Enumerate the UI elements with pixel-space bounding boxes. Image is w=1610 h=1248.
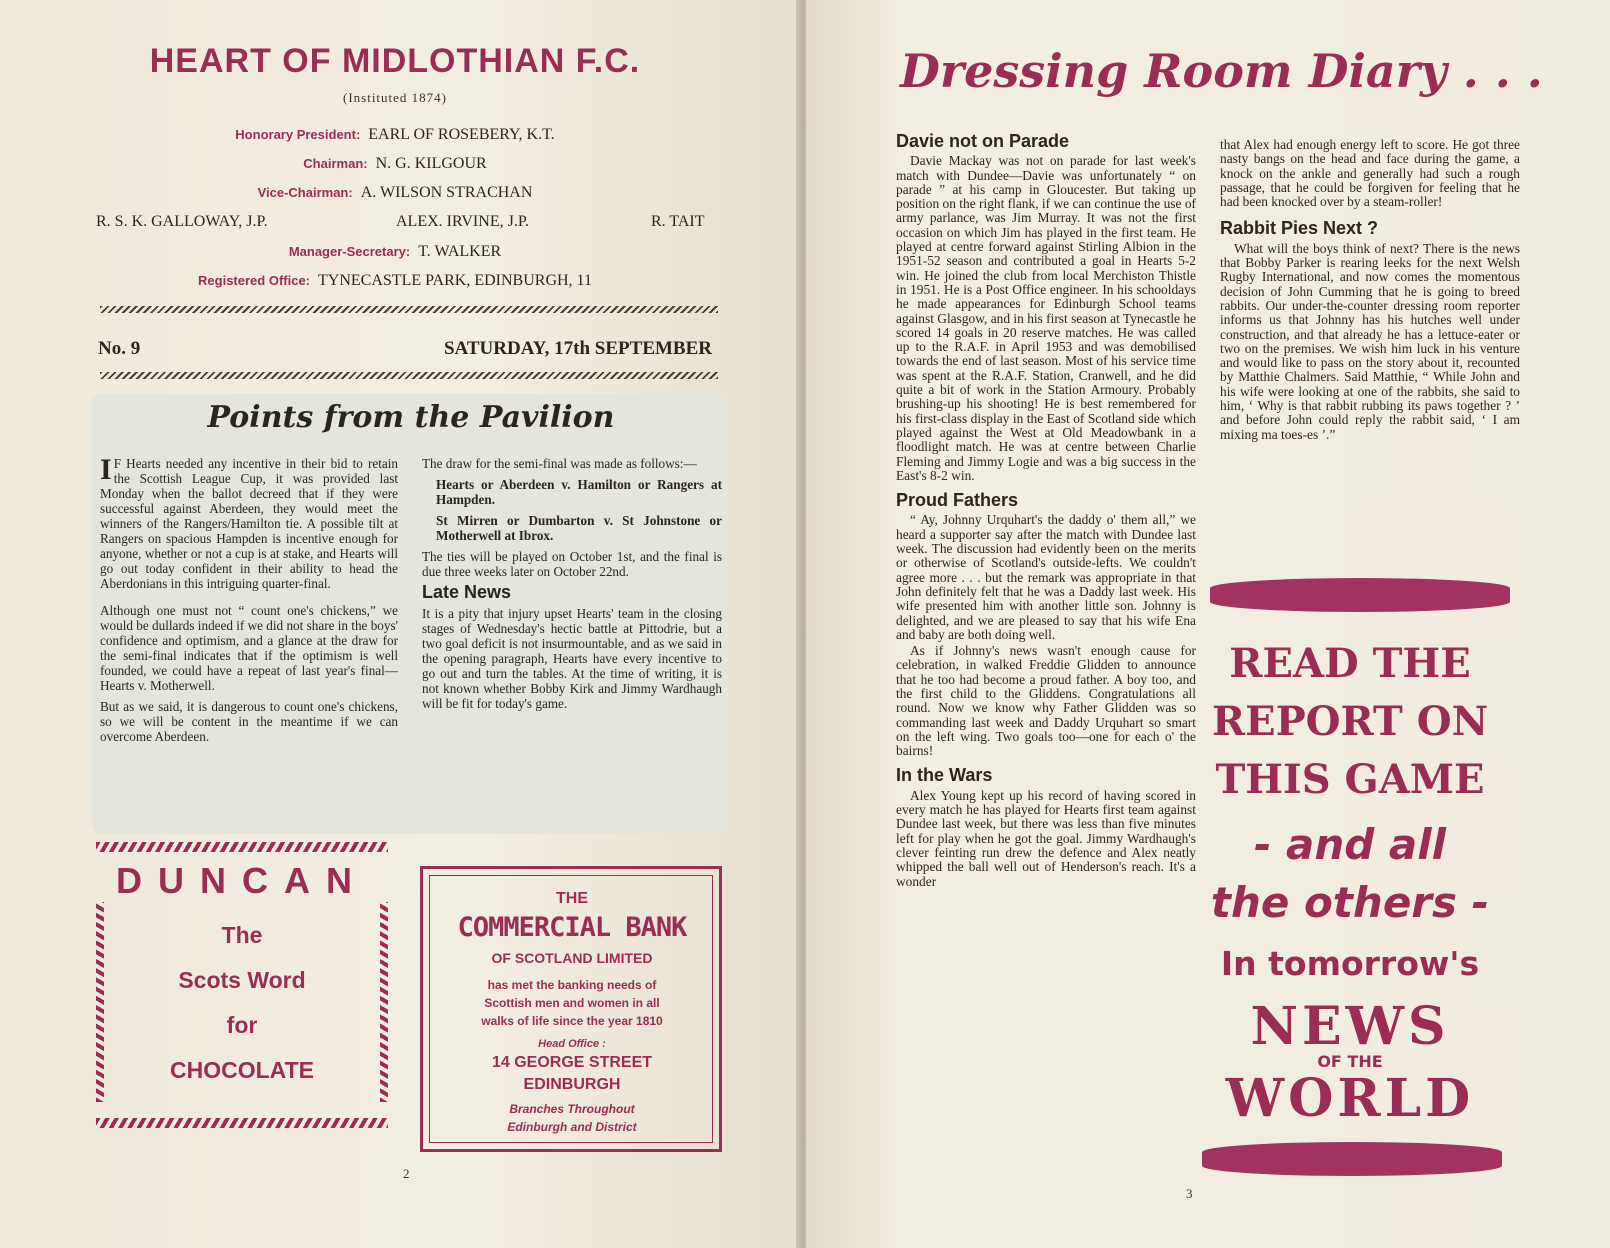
late-news-paragraph: It is a pity that injury upset Hearts' team in the closing stages of Wednesday's hectic battle at Pittodrie, but a two goal deficit is not insurmountable, and as we said in the opening paragraph, Hearts have every incentive to go out and turn the tables. At the time of writing, it is not known whether Bobby Kirk and Jimmy Wardhaugh will be fit for today's game. — [422, 606, 722, 711]
diary-paragraph: What will the boys think of next? There is the news that Bobby Parker is rearing leeks for the next Welsh Rugby International, and now comes the momentous decision of John Cumming that he is going to breed rabbits. Our under-the-counter dressing room reporter informs us that Johnny has his hutches well under construction, and that already he has a lettuce-eater or two on the premises. We wish him luck in his venture and would like to pass on the story about it, recounted by Matthie Chalmers. Said Matthie, “ While John and his wife were looking at one of the rabbits, she said to him, ‘ Why is that rabbit rubbing its paws together ? ’ and before John could reply the rabbit said, ‘ I am mixing ma toes-es ’.” — [1220, 240, 1520, 442]
divider-rule — [100, 372, 718, 379]
divider-rule — [100, 306, 718, 313]
ad-border — [96, 842, 388, 852]
diary-heading: Rabbit Pies Next ? — [1220, 218, 1379, 239]
issue-date: SATURDAY, 17th SEPTEMBER — [443, 338, 712, 359]
ad-band — [1210, 578, 1510, 612]
officer-name: EARL OF ROSEBERY, K.T. — [368, 126, 555, 143]
ad-line: READ THE — [1229, 640, 1471, 687]
points-paragraph: But as we said, it is dangerous to count one's chickens, so we will be content in the meantime if we can overcome Aberdeen. — [100, 699, 398, 744]
diary-heading: In the Wars — [896, 765, 993, 786]
points-title: Points from the Pavilion — [207, 400, 615, 435]
page-number: 2 — [403, 1166, 410, 1181]
duncan-chocolate-ad — [96, 842, 388, 1132]
diary-paragraph: As if Johnny's news wasn't enough cause for celebration, in walked Freddie Glidden to announce that he too had become a proud father. A boy too, and the first child to the Gliddens. Congratulations all round. Now we know why Father Glidden was so commanding last week and Daddy Urquhart so smart on the left wing. Two goals too—one for each o' the bairns! — [896, 643, 1196, 759]
ad-line: In tomorrow's — [1220, 944, 1480, 983]
officer-role: Chairman: — [303, 156, 368, 171]
duncan-line: Scots Word — [178, 967, 306, 993]
diary-paragraph: Davie Mackay was not on parade for last week's match with Dundee—Davie was unfortunately “ on parade ” at his camp in Gloucester. But taking up position on the right flank, if we can continue the use of army parlance, was Jim Murray. It was not the first occasion on which Jim has played in the first team. He played at centre forward against Stirling Albion in the 1951-52 season and contributed a goal in Hearts 5-2 win. He joined the club from local Merchiston Thistle in 1951. He is a Post Office engineer. In his schooldays he made appearances for Edinburgh School teams against Glasgow, and in his first season at Tynecastle he scored 14 goals in 20 reserve matches. He was called up to the R.A.F. in April 1953 and was demobilised towards the end of last season. Most of his service time was spent at the R.A.F. Station, Cranwell, and he did quite a bit of work in the Station Armoury. Probably brushing-up his shooting! He is best remembered for his first-class display in the East of Scotland side which played against the West at Old Meadowbank in a floodlight match. He was at centre between Charlie Fleming and Jimmy Logie and was a big success in the East's 8-2 win. — [896, 153, 1196, 483]
ad-line: REPORT ON — [1211, 698, 1489, 745]
diary-column-2 — [1220, 138, 1520, 444]
duncan-line: The — [221, 922, 263, 948]
director-name: ALEX. IRVINE, J.P. — [396, 213, 529, 230]
ad-line: the others - — [1210, 878, 1490, 927]
diary-heading: Proud Fathers — [896, 490, 1019, 511]
officer-name: A. WILSON STRACHAN — [360, 184, 533, 201]
ad-line: THIS GAME — [1215, 756, 1485, 803]
officer-name: N. G. KILGOUR — [375, 155, 487, 172]
news-of-the-world-logo: OF THE — [1317, 1052, 1383, 1071]
diary-heading: Davie not on Parade — [896, 131, 1070, 151]
points-paragraph: The ties will be played on October 1st, and the final is due three weeks later on October 22nd. — [422, 549, 722, 579]
bank-the: THE — [556, 890, 588, 907]
duncan-line: for — [226, 1012, 258, 1038]
drop-cap: I — [100, 453, 112, 486]
issue-number: No. 9 — [98, 338, 141, 359]
bank-tagline: walks of life since the year 1810 — [481, 1014, 663, 1028]
points-paragraph: The draw for the semi-final was made as follows:— — [422, 456, 697, 471]
club-title: HEART OF MIDLOTHIAN F.C. — [149, 42, 641, 80]
instituted-line: (Instituted 1874) — [342, 90, 447, 105]
bank-tagline: Scottish men and women in all — [484, 996, 660, 1010]
points-column-1 — [100, 453, 398, 750]
registered-office — [0, 272, 790, 290]
commercial-bank-ad — [420, 866, 722, 1152]
bank-office-label: Head Office : — [538, 1038, 606, 1050]
duncan-brand: DUNCAN — [116, 860, 368, 901]
ad-border — [96, 1118, 388, 1128]
officer-manager — [0, 243, 790, 261]
points-paragraph: F Hearts needed any incentive in their bid to retain the Scottish League Cup, it was provided last Monday when the ballot decreed that if they were successful against Aberdeen, they would meet the winners of the Rangers/Hamilton tie. A possible tilt at Rangers on spacious Hampden is incentive enough for anyone, whether or not a cup is at stake, and Hearts will go out today confident in their ability to head the Aberdonians in this intriguing quarter-final. — [100, 456, 398, 591]
director-name: R. S. K. GALLOWAY, J.P. — [96, 213, 268, 230]
points-paragraph: Although one must not “ count one's chickens,” we would be dullards indeed if we did not share in the boys' confidence and optimism, and a glance at the draw for the semi-final indicates that if the optimism is well founded, we could have a repeat of last year's final—Hearts v. Motherwell. — [100, 603, 398, 693]
points-column-2 — [422, 456, 722, 717]
officer-role: Registered Office: — [198, 273, 311, 288]
diary-paragraph: Alex Young kept up his record of having scored in every match he has played for Hearts first team against Dundee last week, but there was less than five minutes left for play when he got the goal. Jimmy Wardhaugh's clever feinting run drew the defence and Alex neatly whipped the ball well out of Henderson's reach. It's a wonder — [896, 787, 1196, 889]
bank-branches: Branches Throughout — [509, 1102, 635, 1116]
bank-address: EDINBURGH — [523, 1076, 621, 1093]
bank-branches: Edinburgh and District — [507, 1120, 637, 1134]
semi-final-tie: Hearts or Aberdeen v. Hamilton or Rangers at Hampden. — [436, 477, 722, 507]
late-news-heading: Late News — [422, 582, 512, 602]
duncan-line: CHOCOLATE — [170, 1057, 314, 1083]
bank-tagline: has met the banking needs of — [487, 978, 657, 992]
news-of-the-world-logo: NEWS — [1250, 996, 1450, 1057]
officer-role: Vice-Chairman: — [257, 185, 353, 200]
points-panel — [92, 394, 730, 834]
news-of-the-world-logo: WORLD — [1225, 1068, 1475, 1129]
left-page — [0, 0, 800, 1248]
director-name: R. TAIT — [651, 213, 705, 230]
diary-paragraph: “ Ay, Johnny Urquhart's the daddy o' them all,” we heard a supporter say after the match with Dundee last week. The discussion had evidently been on the merits or otherwise of Scotland's outside-lefts. We couldn't agree more . . . but the remark was appropriate in that John definitely felt that he was a Daddy last week. His wife presented him with another little son. Johnny is delighted, and we are pleased to say that his wife Ena and baby are both doing well. — [896, 512, 1196, 642]
officer-president — [0, 126, 790, 144]
bank-name: COMMERCIAL BANK — [457, 912, 687, 943]
officer-role: Manager-Secretary: — [288, 244, 411, 259]
officer-role: Honorary President: — [235, 127, 361, 142]
diary-column-1 — [896, 131, 1196, 891]
bank-address: 14 GEORGE STREET — [491, 1054, 653, 1071]
officer-name: TYNECASTLE PARK, EDINBURGH, 11 — [318, 272, 592, 289]
diary-title: Dressing Room Diary . . . — [900, 44, 1543, 98]
semi-final-tie: St Mirren or Dumbarton v. St Johnstone or Motherwell at Ibrox. — [436, 513, 722, 543]
bank-subtitle: OF SCOTLAND LIMITED — [491, 950, 653, 966]
officer-chairman — [0, 155, 790, 173]
ad-line: - and all — [1253, 820, 1447, 869]
page-number: 3 — [1186, 1186, 1193, 1201]
ad-band — [1202, 1142, 1502, 1176]
diary-paragraph: that Alex had enough energy left to score. He got three nasty bangs on the head and face during the game, a knock on the ankle and generally had such a rough passage, that he could be forgiven for feeling that he had been knocked over by a steam-roller! — [1220, 137, 1520, 210]
ad-frame — [429, 875, 713, 1143]
officer-vice-chairman — [0, 184, 790, 202]
officer-name: T. WALKER — [418, 243, 502, 260]
